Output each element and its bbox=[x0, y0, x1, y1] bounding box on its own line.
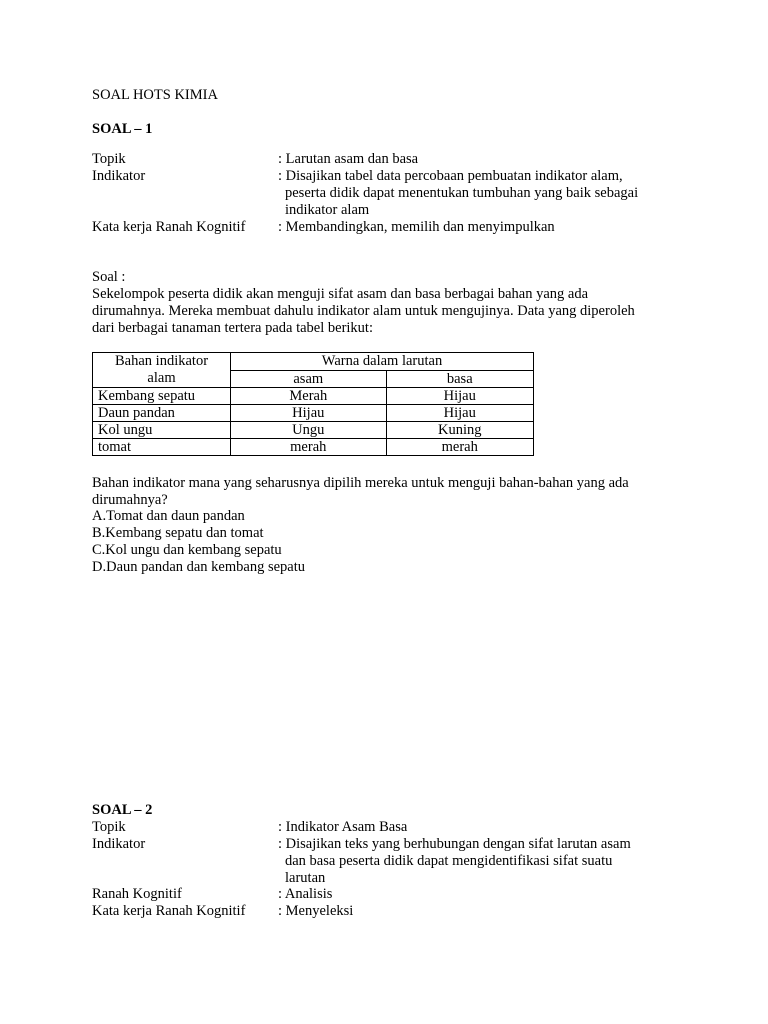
header-basa: basa bbox=[386, 370, 533, 388]
option-d: D.Daun pandan dan kembang sepatu bbox=[92, 559, 306, 575]
cell-asam: Ungu bbox=[231, 422, 387, 439]
option-b: B.Kembang sepatu dan tomat bbox=[92, 525, 264, 541]
cell-basa: Kuning bbox=[386, 422, 533, 439]
option-a: A.Tomat dan daun pandan bbox=[92, 508, 245, 524]
table-row bbox=[93, 405, 534, 422]
option-c: C.Kol ungu dan kembang sepatu bbox=[92, 542, 282, 558]
cell-asam: merah bbox=[231, 439, 387, 456]
soal1-intro: Sekelompok peserta didik akan menguji sifat asam dan basa berbagai bahan yang ada dirumahnya. Mereka membuat dahulu indikator alam untuk mengujinya. Data yang diperoleh dari berbagai tanaman tertera pada tabel berikut: bbox=[92, 286, 635, 336]
cell-basa: Hijau bbox=[386, 405, 533, 422]
header-warna: Warna dalam larutan bbox=[231, 353, 534, 371]
soal1-question: Bahan indikator mana yang seharusnya dipilih mereka untuk menguji bahan-bahan yang ada dirumahnya? bbox=[92, 475, 629, 508]
table-row bbox=[93, 388, 534, 405]
indikator-table bbox=[92, 352, 534, 456]
soal1-options bbox=[92, 508, 305, 576]
soal2-heading: SOAL – 2 bbox=[92, 802, 153, 818]
cell-bahan: tomat bbox=[93, 439, 231, 456]
header-asam: asam bbox=[231, 370, 387, 388]
soal1-label: Soal : bbox=[92, 269, 126, 285]
cell-bahan: Daun pandan bbox=[93, 405, 231, 422]
cell-basa: Hijau bbox=[386, 388, 533, 405]
cell-bahan: Kol ungu bbox=[93, 422, 231, 439]
cell-asam: Merah bbox=[231, 388, 387, 405]
cell-bahan: Kembang sepatu bbox=[93, 388, 231, 405]
header-bahan: Bahan indikator alam bbox=[93, 353, 231, 388]
document-title: SOAL HOTS KIMIA bbox=[92, 87, 218, 103]
table-row bbox=[93, 439, 534, 456]
table-row bbox=[93, 422, 534, 439]
cell-basa: merah bbox=[386, 439, 533, 456]
soal1-heading: SOAL – 1 bbox=[92, 121, 153, 137]
table-header-row bbox=[93, 353, 534, 371]
cell-asam: Hijau bbox=[231, 405, 387, 422]
